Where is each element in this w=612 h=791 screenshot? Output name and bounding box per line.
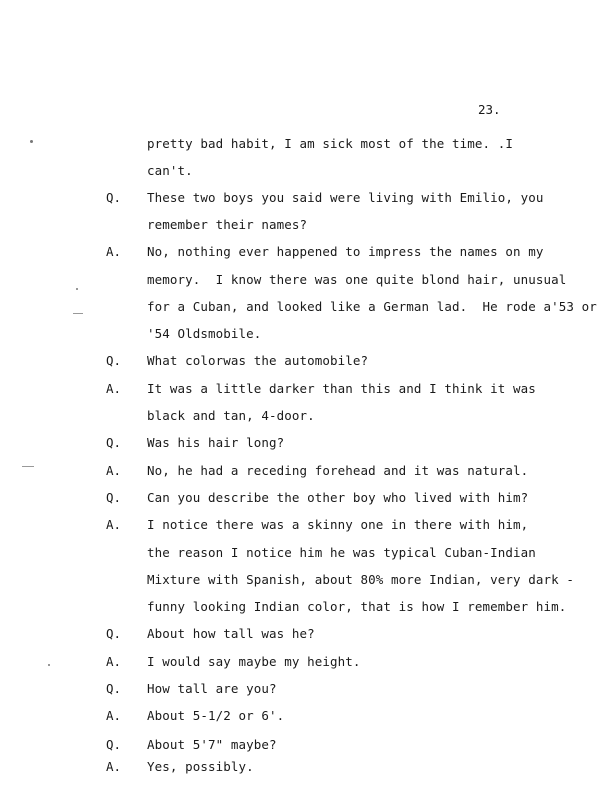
transcript-line: Yes, possibly. — [147, 759, 254, 774]
scan-mark — [73, 313, 83, 314]
transcript-line: '54 Oldsmobile. — [147, 326, 262, 341]
speaker-label: A. — [106, 654, 122, 669]
transcript-line: can't. — [147, 163, 193, 178]
transcript-line: for a Cuban, and looked like a German lad. He rode a'53 or — [147, 299, 597, 314]
speaker-label: Q. — [106, 353, 122, 368]
page-number: 23. — [478, 102, 501, 117]
transcript-line: funny looking Indian color, that is how I remember him. — [147, 599, 567, 614]
speaker-label: Q. — [106, 190, 122, 205]
transcript-line: About how tall was he? — [147, 626, 315, 641]
transcript-line: Can you describe the other boy who lived with him? — [147, 490, 529, 505]
speaker-label: Q. — [106, 681, 122, 696]
transcript-line: the reason I notice him he was typical Cuban-Indian — [147, 545, 536, 560]
transcript-line: I notice there was a skinny one in there with him, — [147, 517, 529, 532]
scan-speck — [30, 140, 33, 143]
scan-speck — [48, 664, 50, 666]
transcript-line: I would say maybe my height. — [147, 654, 361, 669]
transcript-line: Was his hair long? — [147, 435, 285, 450]
speaker-label: A. — [106, 517, 122, 532]
speaker-label: Q. — [106, 435, 122, 450]
transcript-line: Mixture with Spanish, about 80% more Indian, very dark - — [147, 572, 575, 587]
transcript-line: What colorwas the automobile? — [147, 353, 369, 368]
transcript-line: About 5'7" maybe? — [147, 737, 277, 752]
transcript-line: pretty bad habit, I am sick most of the time. .I — [147, 136, 514, 151]
transcript-line: memory. I know there was one quite blond hair, unusual — [147, 272, 567, 287]
scan-mark — [22, 466, 34, 467]
speaker-label: A. — [106, 463, 122, 478]
transcript-line: remember their names? — [147, 217, 308, 232]
speaker-label: A. — [106, 381, 122, 396]
transcript-line: No, he had a receding forehead and it was natural. — [147, 463, 529, 478]
transcript-line: About 5-1/2 or 6'. — [147, 708, 285, 723]
transcript-line: These two boys you said were living with Emilio, you — [147, 190, 544, 205]
speaker-label: A. — [106, 708, 122, 723]
speaker-label: Q. — [106, 490, 122, 505]
scan-speck — [76, 288, 78, 290]
speaker-label: Q. — [106, 737, 122, 752]
transcript-line: No, nothing ever happened to impress the names on my — [147, 244, 544, 259]
transcript-line: How tall are you? — [147, 681, 277, 696]
speaker-label: Q. — [106, 626, 122, 641]
transcript-line: It was a little darker than this and I think it was — [147, 381, 536, 396]
speaker-label: A. — [106, 244, 122, 259]
speaker-label: A. — [106, 759, 122, 774]
transcript-line: black and tan, 4-door. — [147, 408, 315, 423]
